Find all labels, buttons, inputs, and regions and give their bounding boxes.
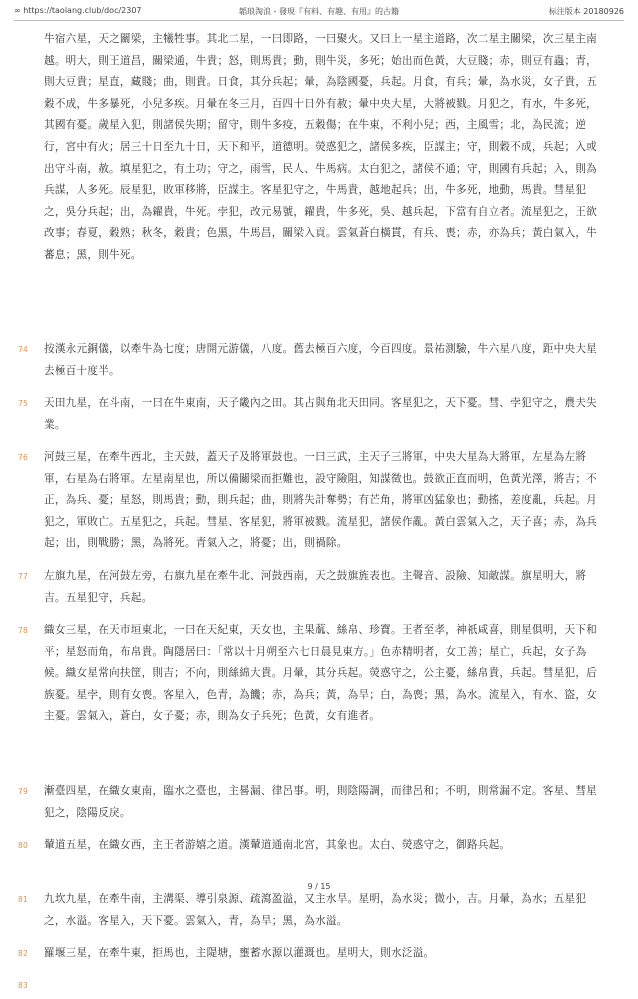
paragraph — [18, 447, 604, 558]
document-content — [18, 29, 604, 999]
paragraph-number: 77 — [18, 572, 29, 581]
paragraph — [18, 781, 604, 827]
paragraph-text: 左旗九星，在河鼓左旁，右旗九星在牽牛北、河鼓西南，天之鼓旗旌表也。主聲音、設險、知敵謀。旗星明大，將吉。五星犯守，兵起。 — [44, 570, 587, 604]
paragraph — [18, 975, 604, 999]
paragraph-number: 76 — [18, 453, 29, 462]
paragraph — [18, 943, 604, 967]
paragraph-text: 河鼓三星，在牽牛西北，主天鼓，蓋天子及將軍鼓也。一曰三武，主天子三將軍，中央大星為大將軍，左星為左將軍，右星為右將軍。左星南星也，所以備關梁而拒難也，設守險阻，知謀徵也。鼓欲正直而明，色黃光澤，將吉；不正，為兵、憂；星怒，則馬貴；動，則兵起；曲，則將失計奪勢；有芒角，將軍凶猛象也；動搖，差度亂，兵起。月犯之，軍敗亡。五星犯之，兵起。彗星、客星犯，將軍被戮。流星犯，諸侯作亂。黃白雲氣入之，天子喜；赤，為兵起；出，則戰勝；黑，為將死。青氣入之，將憂；出，則禍除。 — [44, 451, 598, 550]
paragraph-text: 九坎九星，在牽牛南，主溝渠、導引泉源、疏瀉盈溢，又主水旱。星明，為水災；微小，吉。月暈，為水；五星犯之，水溢。客星入，天下憂。雲氣入，青，為旱；黑，為水溢。 — [44, 893, 587, 927]
paragraph-text: 牛宿六星，天之關梁，主犧牲事。其北二星，一曰即路，一曰聚火。又曰上一星主道路，次二星主關梁，次三星主南越。明大，則王道昌，關梁通，牛貴；怒，則馬貴；動，則牛災，多死；始出而色黃，大豆賤；赤，則豆有蟲；青，則大豆貴；星直，藏賤；曲，則貴。日食，其分兵起；暈，為陰國憂，兵起。月食，有兵；暈，為水災，女子貴，五穀不成，牛多暴死，小兒多疾。月暈在冬三月，百四十日外有赦；暈中央大星，大將被戮。月犯之，有水，牛多死，其國有憂。歲星入犯，則諸侯失期；留守，則牛多疫，五穀傷；在牛東，不利小兒；西，主風雪；北，為民流；逆行，宮中有火；居三十日至九十日，天下和平，道德明。熒惑犯之，諸侯多疾，臣謀主；守，則穀不成，兵起；入或出守斗南，赦。填星犯之，有土功；守之，雨雪，民人、牛馬病。太白犯之，諸侯不通；守，則國有兵起；入，則為兵謀，人多死。辰星犯，敗軍移將，臣謀主。客星犯守之，牛馬貴，越地起兵；出，牛多死，地動，馬貴。彗星犯之，吳分兵起；出，為糴貴，牛死。孛犯，改元易號，糴貴，牛多死，吳、越兵起，下當有自立者。流星犯之，王欲改事；春夏，穀熟；秋冬，穀貴；色黑，牛馬昌，關梁入貢。雲氣蒼白橫貫，有兵、喪；赤，亦為兵；黃白氣入，牛蕃息；黑，則牛死。 — [44, 33, 598, 261]
page-number: 9 / 15 — [307, 882, 331, 891]
paragraph-text: 按漢永元銅儀，以牽牛為七度；唐開元游儀，八度。舊去極百六度，今百四度。景祐測驗，牛六星八度，距中央大星去極百十度半。 — [44, 343, 598, 377]
paragraph-text: 羅堰三星，在牽牛東，拒馬也，主隄塘，壅蓄水源以灌溉也。星明大，則水泛溢。 — [44, 947, 435, 959]
paragraph — [18, 889, 604, 935]
paragraph — [18, 393, 604, 439]
paragraph — [18, 339, 604, 385]
paragraph-number: 80 — [18, 841, 29, 850]
paragraph — [18, 566, 604, 612]
paragraph-number: 78 — [18, 626, 29, 635]
paragraph-number: 74 — [18, 345, 29, 354]
paragraph-number: 79 — [18, 787, 29, 796]
page-header — [0, 4, 638, 18]
version-label: 标注版本 20180926 — [548, 7, 624, 16]
header-divider — [14, 20, 624, 21]
paragraph-number: 81 — [18, 895, 29, 904]
paragraph-text: 天田九星，在斗南，一曰在牛東南，天子畿內之田。其占與角北天田同。客星犯之，天下憂。彗、孛犯守之，農夫失業。 — [44, 397, 598, 431]
paragraph-text: 輦道五星，在織女西，主王者游嬉之道。漢輦道通南北宮，其象也。太白、熒惑守之，御路兵起。 — [44, 839, 511, 851]
paragraph — [18, 835, 604, 881]
paragraph-number: 83 — [18, 981, 29, 990]
paragraph-number: 82 — [18, 949, 29, 958]
paragraph-text: 漸臺四星，在織女東南，臨水之臺也，主晷漏、律呂事。明，則陰陽調，而律呂和；不明，則常漏不定。客星、彗星犯之，陰陽反戾。 — [44, 785, 598, 819]
document-title: 韜琅淘浪 - 發現『有料、有趣、有用』的古籍 — [239, 7, 399, 16]
paragraph-number: 75 — [18, 399, 29, 408]
paragraph — [18, 620, 604, 773]
paragraph-text: 織女三星，在天市垣東北，一曰在天紀東，天女也，主果蓏、絲帛、珍寶。王者至孝，神祇咸喜，則星俱明，天下和平；星怒而角，布帛貴。陶隱居曰：「常以十月朔至六七日晨見東方。」色赤精明者，女工善；星亡，兵起，女子為候。織女星常向扶筐，則吉；不向，則絲綿大貴。月暈，其分兵起。熒惑守之，公主憂，絲帛貴，兵起。彗星犯，后族憂。星孛，則有女喪。客星入，色青，為饑；赤，為兵；黃，為旱；白，為喪；黑，為水。流星入，有水、盜，女主憂。雲氣入，蒼白，女子憂；赤，則為女子兵死；色黃，女有進者。 — [44, 624, 598, 723]
source-url[interactable]: ∞ https://taolang.club/doc/2307 — [14, 6, 142, 15]
paragraph-continuation — [44, 29, 604, 331]
